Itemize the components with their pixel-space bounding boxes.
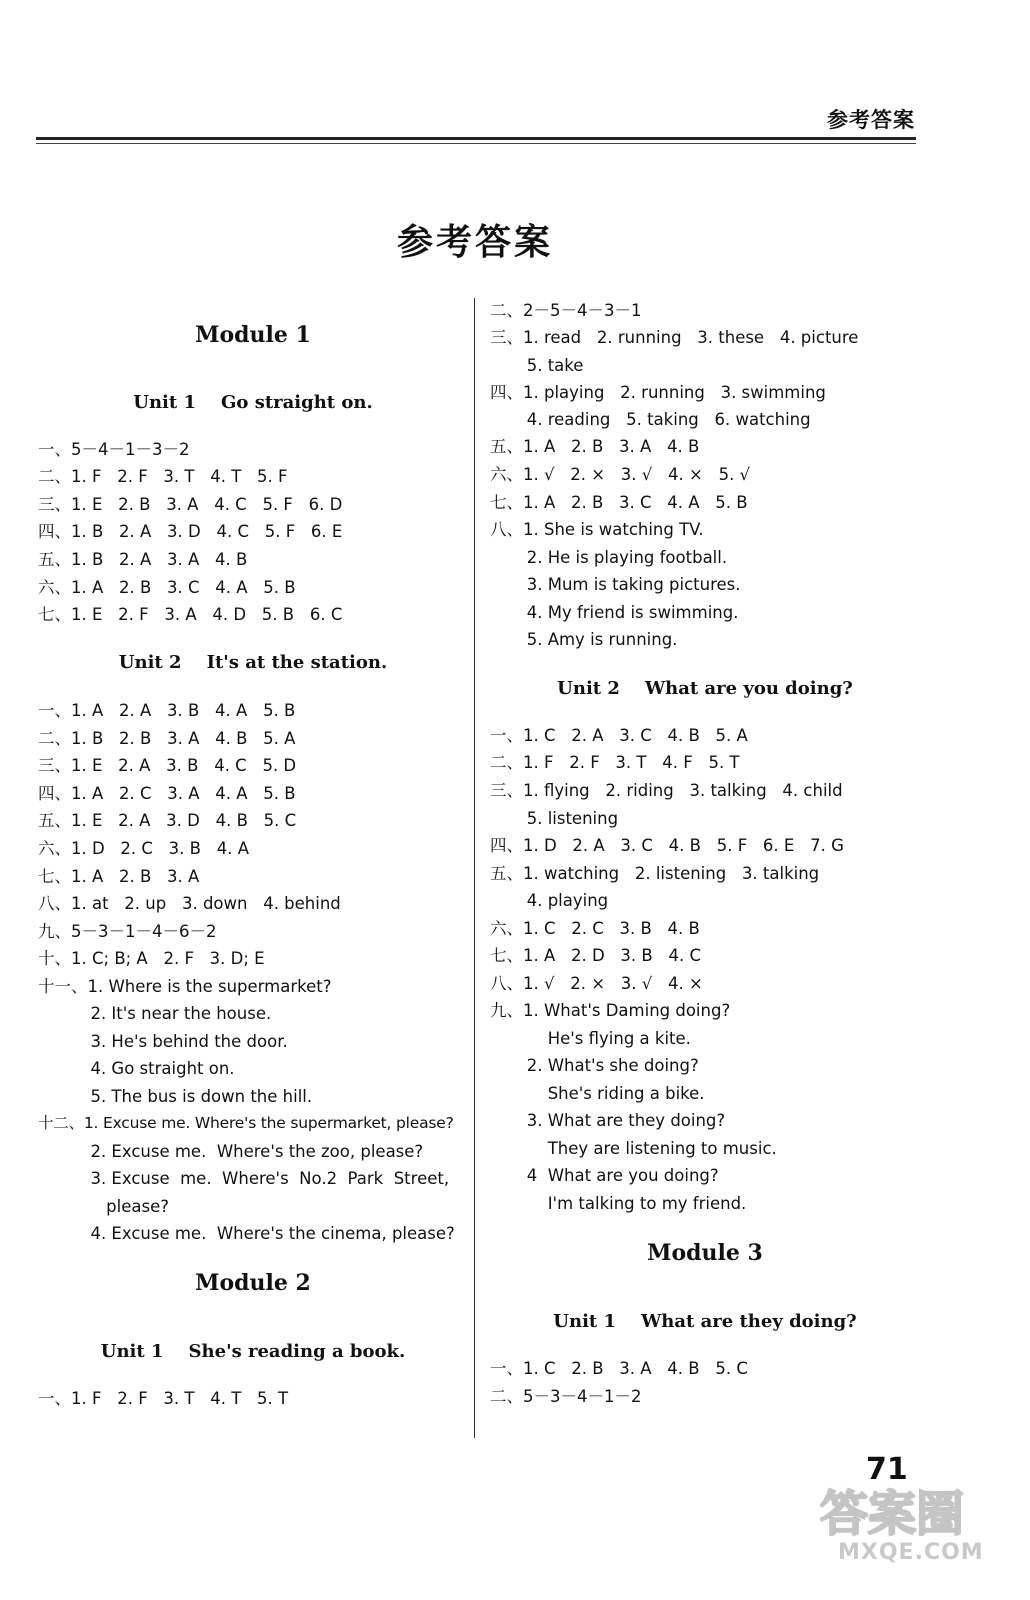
answer-line: 四、1. D 2. A 3. C 4. B 5. F 6. E 7. G xyxy=(490,836,844,855)
answer-line: 一、1. A 2. A 3. B 4. A 5. B xyxy=(38,701,296,720)
m1-unit1-heading: Unit 1 Go straight on. xyxy=(133,392,373,413)
answer-line: 六、1. D 2. C 3. B 4. A xyxy=(38,839,249,858)
answer-line: 2. Excuse me. Where's the zoo, please? xyxy=(38,1142,424,1161)
watermark-logo xyxy=(820,1480,990,1544)
module-2-heading: Module 2 xyxy=(195,1270,311,1296)
m3-unit1-heading: Unit 1 What are they doing? xyxy=(553,1311,857,1332)
answer-line: 五、1. B 2. A 3. A 4. B xyxy=(38,550,248,569)
answer-line: 5. Amy is running. xyxy=(490,630,678,649)
answer-line: 三、1. E 2. B 3. A 4. C 5. F 6. D xyxy=(38,495,343,514)
answer-line: 八、1. at 2. up 3. down 4. behind xyxy=(38,894,341,913)
answer-line: 六、1. √ 2. × 3. √ 4. × 5. √ xyxy=(490,465,751,484)
answer-line: 4 What are you doing? xyxy=(490,1166,719,1185)
answer-line: 七、1. E 2. F 3. A 4. D 5. B 6. C xyxy=(38,605,343,624)
answer-line: 3. Excuse me. Where's No.2 Park Street, xyxy=(38,1169,450,1188)
answer-line: 一、1. C 2. B 3. A 4. B 5. C xyxy=(490,1359,748,1378)
module-3-heading: Module 3 xyxy=(647,1240,763,1266)
answer-line: They are listening to music. xyxy=(490,1139,777,1158)
answer-line: 二、2－5－4－3－1 xyxy=(490,301,642,320)
answer-line: 七、1. A 2. B 3. A xyxy=(38,867,200,886)
watermark-url: MXQE.COM xyxy=(838,1540,984,1565)
answer-line: 七、1. A 2. B 3. C 4. A 5. B xyxy=(490,493,748,512)
answer-line: 5. listening xyxy=(490,809,619,828)
answer-line: 五、1. watching 2. listening 3. talking xyxy=(490,864,820,883)
answer-line: 二、1. F 2. F 3. T 4. F 5. T xyxy=(490,753,740,772)
header-rule-thin xyxy=(36,143,916,144)
answer-line: 一、5－4－1－3－2 xyxy=(38,440,190,459)
answer-line: 3. He's behind the door. xyxy=(38,1032,288,1051)
answer-line: 十一、1. Where is the supermarket? xyxy=(38,977,332,996)
page-number: 71 xyxy=(866,1452,908,1487)
answer-line: 二、5－3－4－1－2 xyxy=(490,1387,642,1406)
header-rule-thick xyxy=(36,137,916,140)
answer-line: 四、1. B 2. A 3. D 4. C 5. F 6. E xyxy=(38,522,343,541)
answer-line: 2. What's she doing? xyxy=(490,1056,699,1075)
answer-line: 八、1. √ 2. × 3. √ 4. × xyxy=(490,974,703,993)
watermark xyxy=(808,1480,1018,1592)
answer-line: 3. What are they doing? xyxy=(490,1111,726,1130)
page-title: 参考答案 xyxy=(396,222,553,263)
answer-line: She's riding a bike. xyxy=(490,1084,705,1103)
answer-line: 二、1. B 2. B 3. A 4. B 5. A xyxy=(38,729,296,748)
m2-unit2-heading: Unit 2 What are you doing? xyxy=(557,678,853,699)
answer-line: 四、1. playing 2. running 3. swimming xyxy=(490,383,826,402)
answer-line: 十二、1. Excuse me. Where's the supermarket, please? xyxy=(38,1114,454,1132)
answer-line: please? xyxy=(38,1197,170,1216)
answer-line: 2. He is playing football. xyxy=(490,548,728,567)
answer-line: 六、1. C 2. C 3. B 4. B xyxy=(490,919,700,938)
answer-line: 七、1. A 2. D 3. B 4. C xyxy=(490,946,701,965)
answer-line: 八、1. She is watching TV. xyxy=(490,520,704,539)
answer-line: 3. Mum is taking pictures. xyxy=(490,575,741,594)
answer-line: 一、1. C 2. A 3. C 4. B 5. A xyxy=(490,726,748,745)
module-1-heading: Module 1 xyxy=(195,322,311,348)
answer-line: 4. My friend is swimming. xyxy=(490,603,739,622)
answer-line: 九、5－3－1－4－6－2 xyxy=(38,922,217,941)
answer-line: 三、1. E 2. A 3. B 4. C 5. D xyxy=(38,756,297,775)
answer-line: 五、1. E 2. A 3. D 4. B 5. C xyxy=(38,811,297,830)
answer-line: 4. Go straight on. xyxy=(38,1059,235,1078)
answer-line: 4. reading 5. taking 6. watching xyxy=(490,410,811,429)
answer-line: 六、1. A 2. B 3. C 4. A 5. B xyxy=(38,578,296,597)
answer-line: 4. playing xyxy=(490,891,609,910)
m2-unit1-heading: Unit 1 She's reading a book. xyxy=(100,1341,406,1362)
answer-line: 4. Excuse me. Where's the cinema, please? xyxy=(38,1224,455,1243)
answer-line: 五、1. A 2. B 3. A 4. B xyxy=(490,437,700,456)
answer-line: 九、1. What's Daming doing? xyxy=(490,1001,731,1020)
answer-line: 十、1. C; B; A 2. F 3. D; E xyxy=(38,949,265,968)
svg-text:答案圈: 答案圈 xyxy=(820,1486,965,1542)
answer-line: 三、1. flying 2. riding 3. talking 4. child xyxy=(490,781,843,800)
answer-line: 四、1. A 2. C 3. A 4. A 5. B xyxy=(38,784,296,803)
answer-line: I'm talking to my friend. xyxy=(490,1194,747,1213)
answer-line: 三、1. read 2. running 3. these 4. picture xyxy=(490,328,859,347)
answer-line: 一、1. F 2. F 3. T 4. T 5. T xyxy=(38,1389,289,1408)
column-divider xyxy=(474,298,475,1438)
page-header-title: 参考答案 xyxy=(827,108,915,132)
answer-line: He's flying a kite. xyxy=(490,1029,691,1048)
answer-line: 二、1. F 2. F 3. T 4. T 5. F xyxy=(38,467,288,486)
m1-unit2-heading: Unit 2 It's at the station. xyxy=(118,652,388,673)
answer-line: 5. take xyxy=(490,356,584,375)
answer-line: 2. It's near the house. xyxy=(38,1004,272,1023)
answer-line: 5. The bus is down the hill. xyxy=(38,1087,313,1106)
